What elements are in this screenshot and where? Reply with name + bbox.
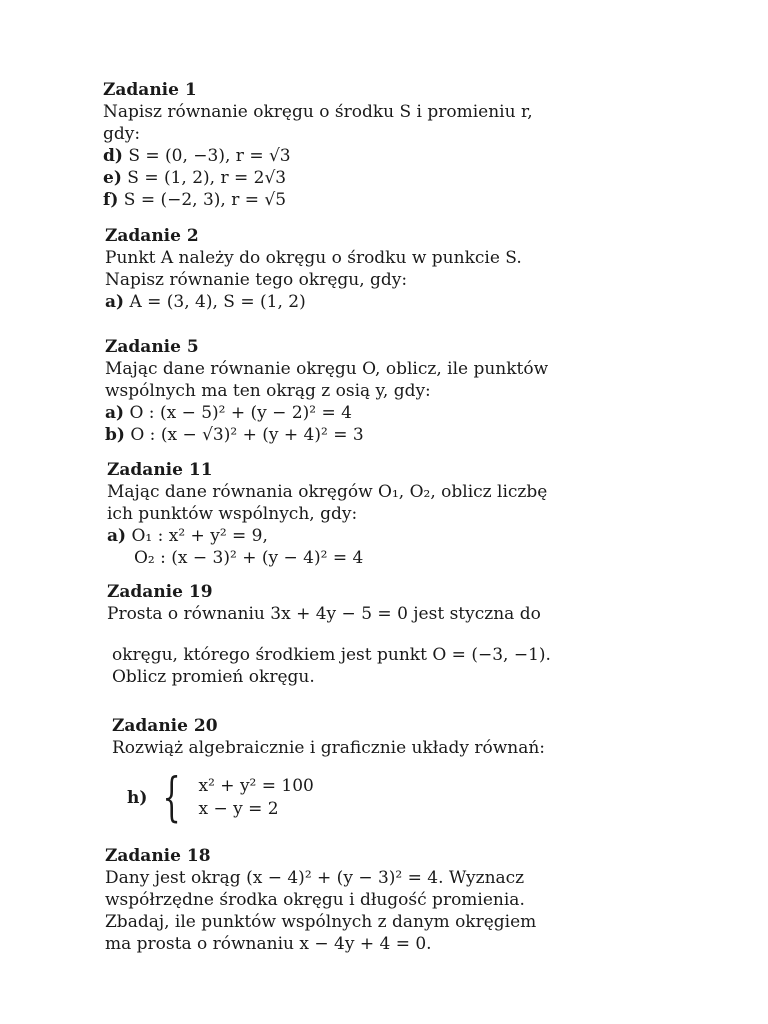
task-18-text-line-3: Zbadaj, ile punktów wspólnych z danym okręgiem: [105, 912, 537, 932]
task-2-title: Zadanie 2: [105, 226, 199, 246]
task-2: [105, 225, 522, 313]
item-expression: S = (0, −3), r = √3: [128, 146, 291, 166]
task-11-title: Zadanie 11: [107, 460, 213, 480]
task-11: [107, 459, 547, 569]
task-19-title: Zadanie 19: [107, 582, 213, 602]
item-label: a): [105, 403, 125, 423]
system-equations: [199, 775, 314, 821]
task-2-item-a: [105, 291, 522, 313]
task-1-item-d: [103, 145, 533, 167]
item-label: a): [105, 292, 125, 312]
task-5-text-line-2: wspólnych ma ten okrąg z osią y, gdy:: [105, 381, 431, 401]
task-5-item-b: [105, 424, 548, 446]
item-label: d): [103, 146, 123, 166]
task-5-item-a: [105, 402, 548, 424]
task-1-text-line-2: gdy:: [103, 124, 141, 144]
item-expression: A = (3, 4), S = (1, 2): [129, 292, 306, 312]
task-1-item-e: [103, 167, 533, 189]
task-19-text-line-3: Oblicz promień okręgu.: [112, 667, 315, 687]
item-expression: O : (x − 5)² + (y − 2)² = 4: [129, 403, 352, 423]
task-5-text-line-1: Mając dane równanie okręgu O, oblicz, ile punktów: [105, 359, 549, 379]
equation-2: x − y = 2: [198, 799, 279, 819]
task-20: [112, 715, 545, 759]
task-1-item-f: [103, 189, 533, 211]
item-label: e): [103, 168, 122, 188]
task-20-title: Zadanie 20: [112, 716, 218, 736]
task-18: [105, 845, 536, 955]
task-19-text-line-1: Prosta o równaniu 3x + 4y − 5 = 0 jest styczna do: [107, 604, 541, 624]
item-expression: O₁ : x² + y² = 9,: [131, 526, 268, 546]
task-11-item-a: [107, 525, 547, 547]
task-1-title: Zadanie 1: [103, 80, 197, 100]
left-brace-icon: {: [162, 768, 182, 828]
task-20-text-line-1: Rozwiąż algebraicznie i graficznie układy równań:: [112, 738, 546, 758]
task-5: [105, 336, 548, 446]
task-1: [103, 79, 533, 211]
equation-1: x² + y² = 100: [198, 776, 314, 796]
task-5-title: Zadanie 5: [105, 337, 199, 357]
task-19: [107, 581, 551, 688]
task-19-text-line-2: okręgu, którego środkiem jest punkt O = (−3, −1).: [112, 645, 551, 665]
item-label: h): [127, 788, 148, 808]
task-2-text-line-2: Napisz równanie tego okręgu, gdy:: [105, 270, 408, 290]
task-11-item-a-continued: O₂ : (x − 3)² + (y − 4)² = 4: [134, 548, 364, 568]
task-18-text-line-4: ma prosta o równaniu x − 4y + 4 = 0.: [105, 934, 432, 954]
item-expression: S = (1, 2), r = 2√3: [127, 168, 287, 188]
task-11-text-line-1: Mając dane równania okręgów O₁, O₂, oblicz liczbę: [107, 482, 548, 502]
task-20-equation-system: [127, 768, 314, 828]
task-18-text-line-1: Dany jest okrąg (x − 4)² + (y − 3)² = 4. Wyznacz: [105, 868, 525, 888]
task-18-text-line-2: współrzędne środka okręgu i długość promienia.: [105, 890, 525, 910]
task-11-text-line-2: ich punktów wspólnych, gdy:: [107, 504, 358, 524]
item-expression: S = (−2, 3), r = √5: [123, 190, 287, 210]
task-2-text-line-1: Punkt A należy do okręgu o środku w punkcie S.: [105, 248, 522, 268]
task-18-title: Zadanie 18: [105, 846, 211, 866]
item-expression: O : (x − √3)² + (y + 4)² = 3: [130, 425, 364, 445]
item-label: b): [105, 425, 125, 445]
item-label: a): [107, 526, 127, 546]
task-1-text-line-1: Napisz równanie okręgu o środku S i promieniu r,: [103, 102, 533, 122]
item-label: f): [103, 190, 119, 210]
